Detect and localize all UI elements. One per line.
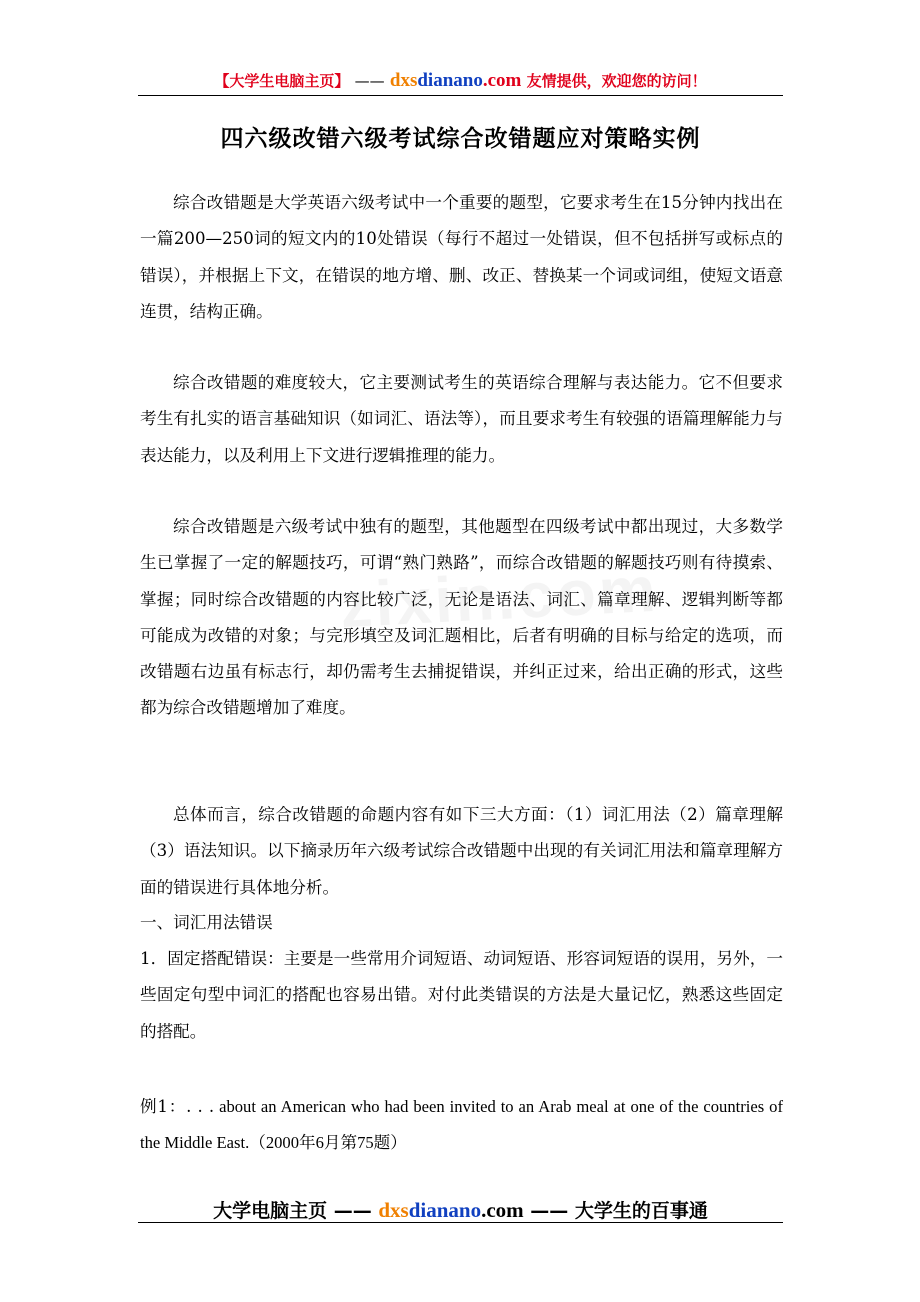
header-site-link[interactable] — [390, 70, 521, 91]
header-divider — [138, 95, 783, 96]
footer-dash-2: —— — [523, 1200, 575, 1222]
section-heading: 一、词汇用法错误 — [140, 913, 273, 932]
footer-divider — [138, 1222, 783, 1223]
example-1-text: about an American who had been invited to an Arab meal at one of the countries of the Middle East.（2000年6月第75题） — [140, 1097, 783, 1153]
header-brand: 【大学生电脑主页】 — [214, 72, 350, 90]
paragraph-3: 综合改错题是六级考试中独有的题型，其他题型在四级考试中都出现过，大多数学生已掌握了一定的解题技巧，可谓“熟门熟路”，而综合改错题的解题技巧则有待摸索、掌握；同时综合改错题的内容比较广泛，无论是语法、词汇、篇章理解、逻辑判断等都可能成为改错的对象；与完形填空及词汇题相比，后者有明确的目标与给定的选项，而改错题右边虽有标志行，却仍需考生去捕捉错误，并纠正过来，给出正确的形式，这些都为综合改错题增加了难度。 — [140, 517, 783, 718]
paragraph-4: 总体而言，综合改错题的命题内容有如下三大方面：（1）词汇用法（2）篇章理解（3）语法知识。以下摘录历年六级考试综合改错题中出现的有关词汇用法和篇章理解方面的错误进行具体地分析。 — [140, 805, 783, 897]
header-dash: —— — [354, 72, 385, 90]
list-item-1: 1．固定搭配错误：主要是一些常用介词短语、动词短语、形容词短语的误用，另外，一些固定句型中词汇的搭配也容易出错。对付此类错误的方法是大量记忆，熟悉这些固定的搭配。 — [140, 949, 783, 1041]
page-footer — [138, 1196, 783, 1223]
footer-left-text: 大学电脑主页 — [213, 1200, 328, 1222]
paragraph-1: 综合改错题是大学英语六级考试中一个重要的题型，它要求考生在15分钟内找出在一篇200—250词的短文内的10处错误（每行不超过一处错误，但不包括拼写或标点的错误），并根据上下文，在错误的地方增、删、改正、替换某一个词或词组，使短文语意连贯，结构正确。 — [140, 193, 783, 321]
paragraph-2: 综合改错题的难度较大，它主要测试考生的英语综合理解与表达能力。它不但要求考生有扎实的语言基础知识（如词汇、语法等），而且要求考生有较强的语篇理解能力与表达能力，以及利用上下文进行逻辑推理的能力。 — [140, 373, 783, 465]
footer-site-part-com: .com — [481, 1198, 524, 1222]
footer-site-part-dianano: dianano — [408, 1198, 482, 1222]
header-slogan: 友情提供，欢迎您的访问！ — [526, 72, 707, 90]
page-header — [138, 70, 783, 96]
footer-site-part-dxs: dxs — [378, 1198, 409, 1222]
footer-site-link[interactable] — [378, 1198, 523, 1222]
example-1 — [140, 1089, 783, 1162]
header-site-part-dxs: dxs — [389, 70, 418, 91]
footer-dash-1: —— — [327, 1200, 379, 1222]
example-1-label: 例1：. . . — [140, 1097, 215, 1116]
document-title: 四六级改错六级考试综合改错题应对策略实例 — [220, 125, 701, 152]
header-site-part-dianano: dianano — [417, 70, 483, 91]
header-site-part-com: .com — [482, 70, 522, 91]
footer-right-text: 大学生的百事通 — [574, 1200, 708, 1222]
